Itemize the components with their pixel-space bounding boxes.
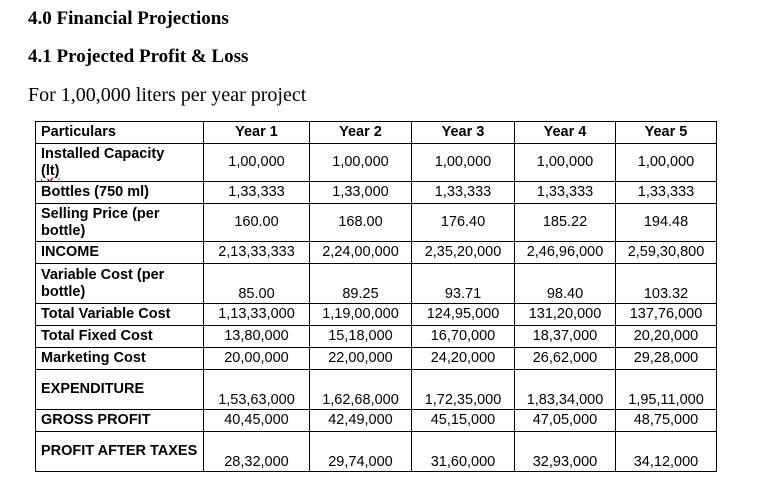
table-cell: 26,62,000	[515, 348, 616, 370]
row-label-unit: (lt)	[41, 162, 60, 179]
table-cell: 20,20,000	[616, 326, 717, 348]
table-cell: 42,49,000	[310, 410, 412, 432]
table-cell: 1,72,35,000	[412, 370, 515, 410]
table-row	[36, 348, 717, 370]
row-label: PROFIT AFTER TAXES	[36, 432, 204, 472]
table-cell: 18,37,000	[515, 326, 616, 348]
header-cell: Year 2	[310, 122, 412, 144]
table-cell: 1,62,68,000	[310, 370, 412, 410]
table-cell: 40,45,000	[204, 410, 310, 432]
table-cell: 2,24,00,000	[310, 242, 412, 264]
table-cell: 22,00,000	[310, 348, 412, 370]
table-cell: 15,18,000	[310, 326, 412, 348]
table-cell: 1,00,000	[204, 144, 310, 182]
table-header-row	[36, 122, 717, 144]
row-label: INCOME	[36, 242, 204, 264]
table-cell: 34,12,000	[616, 432, 717, 472]
row-label: Bottles (750 ml)	[36, 182, 204, 204]
table-cell: 137,76,000	[616, 304, 717, 326]
table-cell: 2,13,33,333	[204, 242, 310, 264]
table-row	[36, 242, 717, 264]
table-cell: 1,00,000	[616, 144, 717, 182]
table-cell: 1,83,34,000	[515, 370, 616, 410]
table-cell: 176.40	[412, 204, 515, 242]
table-cell: 48,75,000	[616, 410, 717, 432]
table-cell: 16,70,000	[412, 326, 515, 348]
profit-loss-table	[35, 121, 717, 472]
row-label: Total Fixed Cost	[36, 326, 204, 348]
table-cell: 185.22	[515, 204, 616, 242]
table-cell: 1,00,000	[310, 144, 412, 182]
row-label: Selling Price (per bottle)	[36, 204, 204, 242]
header-cell: Year 3	[412, 122, 515, 144]
table-cell: 103.32	[616, 264, 717, 304]
row-label: GROSS PROFIT	[36, 410, 204, 432]
table-cell: 13,80,000	[204, 326, 310, 348]
table-cell: 32,93,000	[515, 432, 616, 472]
table-cell: 1,33,333	[515, 182, 616, 204]
table-cell: 1,00,000	[412, 144, 515, 182]
table-cell: 1,33,333	[412, 182, 515, 204]
intro-text: For 1,00,000 liters per year project	[28, 84, 307, 106]
table-cell: 1,33,333	[204, 182, 310, 204]
table-row	[36, 326, 717, 348]
table-cell: 31,60,000	[412, 432, 515, 472]
table-cell: 45,15,000	[412, 410, 515, 432]
table-cell: 1,33,333	[616, 182, 717, 204]
header-cell: Year 5	[616, 122, 717, 144]
table-cell: 2,46,96,000	[515, 242, 616, 264]
table-cell: 1,53,63,000	[204, 370, 310, 410]
table-cell: 24,20,000	[412, 348, 515, 370]
table-cell: 194.48	[616, 204, 717, 242]
section-heading: 4.0 Financial Projections	[28, 8, 229, 29]
table-row	[36, 304, 717, 326]
table-cell: 1,13,33,000	[204, 304, 310, 326]
table-cell: 29,74,000	[310, 432, 412, 472]
table-row	[36, 204, 717, 242]
table-cell: 131,20,000	[515, 304, 616, 326]
header-cell: Year 1	[204, 122, 310, 144]
table-cell: 89.25	[310, 264, 412, 304]
table-cell: 124,95,000	[412, 304, 515, 326]
header-cell: Particulars	[36, 122, 204, 144]
table-cell: 20,00,000	[204, 348, 310, 370]
table-cell: 1,00,000	[515, 144, 616, 182]
table-cell: 93.71	[412, 264, 515, 304]
table-cell: 47,05,000	[515, 410, 616, 432]
header-cell: Year 4	[515, 122, 616, 144]
table-cell: 29,28,000	[616, 348, 717, 370]
table-row	[36, 410, 717, 432]
row-label: Installed Capacity (lt)	[36, 144, 204, 182]
row-label: Marketing Cost	[36, 348, 204, 370]
table-row	[36, 182, 717, 204]
row-label: Total Variable Cost	[36, 304, 204, 326]
table-cell: 160.00	[204, 204, 310, 242]
table-cell: 28,32,000	[204, 432, 310, 472]
subsection-heading: 4.1 Projected Profit & Loss	[28, 46, 249, 67]
row-label: EXPENDITURE	[36, 370, 204, 410]
table-row	[36, 370, 717, 410]
row-label: Variable Cost (per bottle)	[36, 264, 204, 304]
table-row	[36, 264, 717, 304]
table-row	[36, 144, 717, 182]
table-cell: 1,33,000	[310, 182, 412, 204]
table-cell: 85.00	[204, 264, 310, 304]
table-cell: 2,35,20,000	[412, 242, 515, 264]
table-cell: 1,95,11,000	[616, 370, 717, 410]
table-cell: 2,59,30,800	[616, 242, 717, 264]
table-row	[36, 432, 717, 472]
table-cell: 1,19,00,000	[310, 304, 412, 326]
table-cell: 98.40	[515, 264, 616, 304]
table-cell: 168.00	[310, 204, 412, 242]
